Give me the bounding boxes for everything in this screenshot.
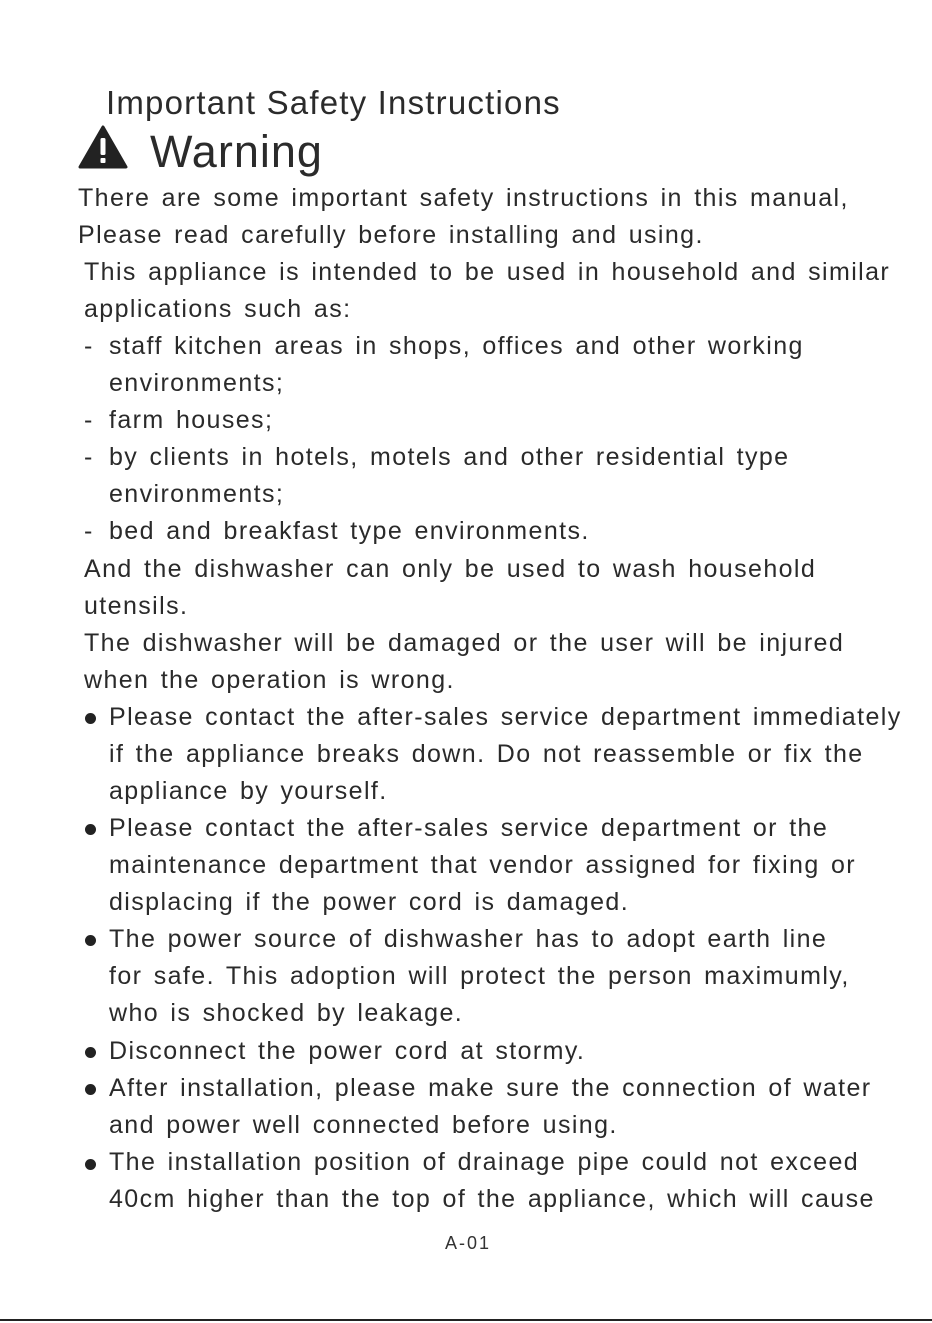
warning-heading: Warning xyxy=(150,126,323,177)
scope-item-line: by clients in hotels, motels and other residential type xyxy=(109,443,790,471)
scope-item-line: environments; xyxy=(109,369,285,397)
bullet-line: maintenance department that vendor assigned for fixing or xyxy=(109,851,857,879)
bullet-line: if the appliance breaks down. Do not reassemble or fix the xyxy=(109,740,864,768)
scope-lead-line: applications such as: xyxy=(84,295,352,323)
scope-item-line: bed and breakfast type environments. xyxy=(109,517,590,545)
paragraph-line: utensils. xyxy=(84,592,189,620)
bullet-icon xyxy=(85,935,96,946)
scope-item-marker: - xyxy=(84,406,94,434)
bullet-line: and power well connected before using. xyxy=(109,1111,618,1139)
bullet-line: Please contact the after-sales service department immediately xyxy=(109,703,902,731)
scope-lead-line: This appliance is intended to be used in household and similar xyxy=(84,258,891,286)
page-number: A-01 xyxy=(445,1233,492,1253)
bullet-icon xyxy=(85,824,96,835)
paragraph-line: when the operation is wrong. xyxy=(84,666,455,694)
bullet-line: who is shocked by leakage. xyxy=(109,999,464,1027)
bullet-icon xyxy=(85,1159,96,1170)
bullet-line: The installation position of drainage pipe could not exceed xyxy=(109,1148,860,1176)
bullet-line: displacing if the power cord is damaged. xyxy=(109,888,630,916)
page-title: Important Safety Instructions xyxy=(106,84,561,121)
warning-triangle-icon xyxy=(78,125,128,169)
bullet-line: 40cm higher than the top of the appliance, which will cause xyxy=(109,1185,875,1213)
bullet-icon xyxy=(85,713,96,724)
bullet-line: appliance by yourself. xyxy=(109,777,388,805)
paragraph-line: The dishwasher will be damaged or the user will be injured xyxy=(84,629,845,657)
paragraph-line: And the dishwasher can only be used to wash household xyxy=(84,555,817,583)
bullet-icon xyxy=(85,1047,96,1058)
intro-line: There are some important safety instructions in this manual, xyxy=(78,184,849,212)
scope-item-line: environments; xyxy=(109,480,285,508)
bullet-line: Disconnect the power cord at stormy. xyxy=(109,1037,586,1065)
bullet-line: for safe. This adoption will protect the person maximumly, xyxy=(109,962,850,990)
bullet-line: The power source of dishwasher has to adopt earth line xyxy=(109,925,828,953)
bullet-line: After installation, please make sure the connection of water xyxy=(109,1074,872,1102)
scope-item-line: staff kitchen areas in shops, offices and other working xyxy=(109,332,804,360)
intro-line: Please read carefully before installing and using. xyxy=(78,221,704,249)
scope-item-marker: - xyxy=(84,443,94,471)
scope-item-marker: - xyxy=(84,517,94,545)
bullet-icon xyxy=(85,1084,96,1095)
bullet-line: Please contact the after-sales service department or the xyxy=(109,814,829,842)
bottom-rule xyxy=(0,1319,932,1321)
scope-item-line: farm houses; xyxy=(109,406,274,434)
scope-item-marker: - xyxy=(84,332,94,360)
